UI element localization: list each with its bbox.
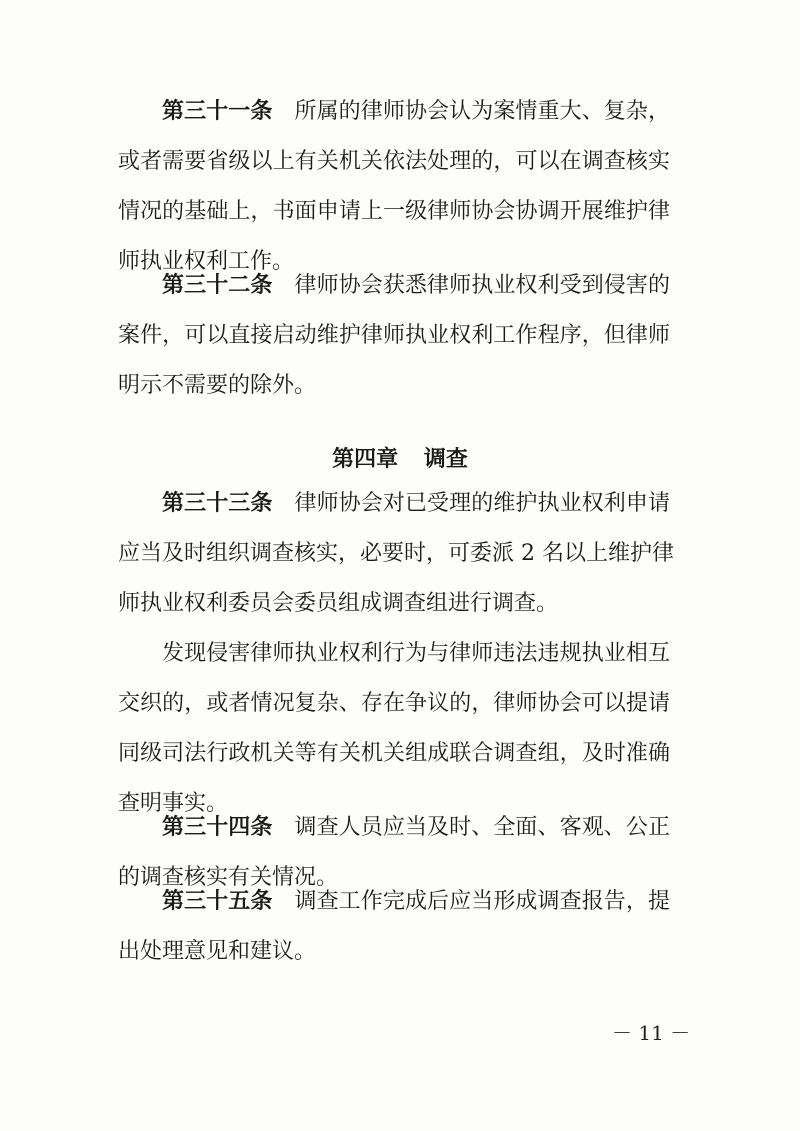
article-33-text-1: 律师协会对已受理的维护执业权利申请 bbox=[294, 491, 670, 516]
article-32-line-3: 明示不需要的除外。 bbox=[118, 373, 317, 398]
article-31-line-4: 师执业权利工作。 bbox=[118, 249, 295, 274]
article-35-line-1 bbox=[162, 887, 670, 917]
article-32-label: 第三十二条 bbox=[162, 273, 273, 298]
article-33-label: 第三十三条 bbox=[162, 491, 273, 516]
article-34-line-1 bbox=[162, 813, 670, 843]
chapter-heading: 第四章 调查 bbox=[332, 447, 468, 472]
article-32-text-1: 律师协会获悉律师执业权利受到侵害的 bbox=[294, 273, 670, 298]
article-31-line-2: 或者需要省级以上有关机关依法处理的，可以在调查核实 bbox=[118, 149, 670, 174]
article-33-line-1 bbox=[162, 489, 670, 519]
article-33-para2-line-3: 同级司法行政机关等有关机关组成联合调查组，及时准确 bbox=[118, 741, 670, 766]
article-34-text-1: 调查人员应当及时、全面、客观、公正 bbox=[294, 815, 670, 840]
article-33-para2-line-4: 查明事实。 bbox=[118, 791, 229, 816]
article-31-line-1 bbox=[162, 97, 670, 127]
article-32-line-2: 案件，可以直接启动维护律师执业权利工作程序，但律师 bbox=[118, 323, 670, 348]
article-35-line-2: 出处理意见和建议。 bbox=[118, 939, 317, 964]
article-33-line-2: 应当及时组织调查核实，必要时，可委派 2 名以上维护律 bbox=[118, 541, 674, 566]
article-31-line-3: 情况的基础上，书面申请上一级律师协会协调开展维护律 bbox=[118, 199, 670, 224]
article-33-para2-line-1: 发现侵害律师执业权利行为与律师违法违规执业相互 bbox=[162, 641, 670, 666]
article-35-text-1: 调查工作完成后应当形成调查报告，提 bbox=[294, 889, 670, 914]
article-34-line-2: 的调查核实有关情况。 bbox=[118, 865, 339, 890]
article-31-text-1: 所属的律师协会认为案情重大、复杂， bbox=[294, 99, 670, 124]
article-31-label: 第三十一条 bbox=[162, 99, 273, 124]
article-33-para2-line-2: 交织的，或者情况复杂、存在争议的，律师协会可以提请 bbox=[118, 691, 670, 716]
page-number: － 11 － bbox=[612, 1021, 691, 1045]
article-35-label: 第三十五条 bbox=[162, 889, 273, 914]
article-32-line-1 bbox=[162, 271, 670, 301]
article-34-label: 第三十四条 bbox=[162, 815, 273, 840]
article-33-line-3: 师执业权利委员会委员组成调查组进行调查。 bbox=[118, 591, 559, 616]
